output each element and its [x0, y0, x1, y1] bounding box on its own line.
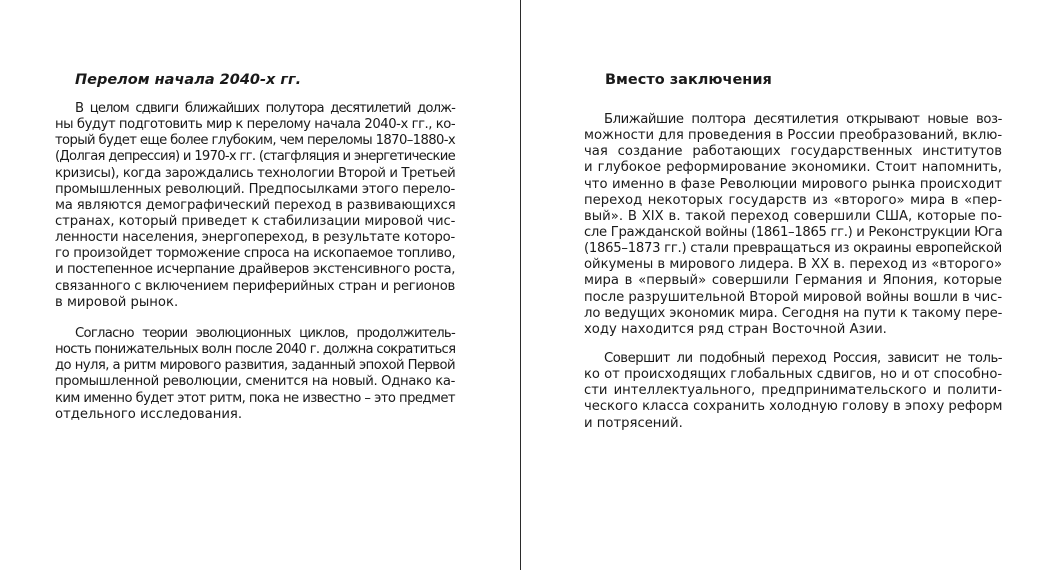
text-line: после разрушительной Второй мировой войны вошли в чис- [584, 289, 1003, 305]
text-line: ны будут подготовить мир к перелому начала 2040-х гг., ко- [55, 117, 456, 133]
text-line: ло ведущих экономик мира. Сегодня на пути к такому пере- [584, 305, 1003, 321]
text-line: (1865–1873 гг.) стали превращаться из окраины европейской [584, 241, 1002, 257]
text-line: ко от происходящих глобальных сдвигов, но и от способно- [584, 367, 1003, 383]
text-line: и постепенное исчерпание драйверов экстенсивного роста, [55, 262, 455, 278]
paragraph-left-1 [55, 101, 455, 311]
text-line: ческого класса сохранить холодную голову в эпоху реформ [584, 399, 1003, 415]
text-line: вый». В XIX в. такой переход совершили США, которые по- [584, 208, 1002, 224]
text-line: что именно в фазе Революции мирового рынка происходит [584, 176, 1002, 192]
text-line: отдельного исследования. [55, 406, 243, 422]
text-line: промышленной революции, сменится на новый. Однако ка- [55, 374, 455, 390]
text-line: связанного с включением периферийных стран и регионов [55, 278, 455, 294]
text-line: ходу находится ряд стран Восточной Азии. [584, 321, 887, 337]
paragraph-right-2 [584, 351, 1002, 432]
section-heading-right: Вместо заключения [605, 72, 772, 88]
paragraph-right-1 [584, 112, 1002, 338]
text-line: Согласно теории эволюционных циклов, продолжитель- [75, 326, 455, 341]
text-line: Совершит ли подобный переход Россия, зависит не толь- [604, 351, 1002, 366]
text-line: ма являются демографический переход в развивающихся [55, 197, 456, 213]
text-line: в мировой рынок. [55, 294, 179, 310]
text-line: В целом сдвиги ближайших полутора десятилетий долж- [75, 101, 455, 116]
page-divider [520, 0, 521, 570]
text-line: кризисы), когда зарождались технологии Второй и Третьей [55, 165, 456, 181]
text-line: ность понижательных волн после 2040 г. должна сократиться [55, 342, 456, 358]
text-line: ойкумены в мирового лидера. В XX в. переход из «второго» [584, 257, 1002, 273]
text-line: сти интеллектуального, предпринимательского и полити- [584, 383, 1002, 399]
text-line: ленности населения, энергопереход, в результате которо- [55, 230, 455, 246]
text-line: и глубокое реформирование экономики. Стоит напомнить, [584, 160, 1002, 176]
text-line: странах, который приведет к стабилизации мировой чис- [55, 213, 456, 229]
text-line: сле Гражданской войны (1861–1865 гг.) и Реконструкции Юга [584, 224, 1003, 240]
section-heading-left: Перелом начала 2040-х гг. [75, 72, 302, 88]
text-line: торый будет еще более глубоким, чем переломы 1870–1880-х [55, 133, 456, 149]
text-line: го произойдет торможение спроса на ископаемое топливо, [55, 246, 456, 262]
text-line: и потрясений. [584, 415, 683, 431]
text-line: промышленных революций. Предпосылками этого перело- [55, 181, 455, 197]
text-line: (Долгая депрессия) и 1970-х гг. (стагфляция и энергетические [55, 149, 455, 165]
text-line: можности для проведения в России преобразований, вклю- [584, 128, 1003, 144]
text-line: чая создание работающих государственных институтов [584, 144, 1002, 160]
text-line: переход некоторых государств из «второго» мира в «пер- [584, 192, 1002, 208]
paragraph-left-2 [55, 326, 455, 423]
text-line: ким именно будет этот ритм, пока не известно – это предмет [55, 390, 455, 406]
text-line: до нуля, а ритм мирового развития, заданный эпохой Первой [55, 358, 456, 374]
text-line: Ближайшие полтора десятилетия открывают новые воз- [604, 112, 1002, 127]
text-line: мира в «первый» совершили Германия и Япония, которые [584, 273, 1002, 289]
